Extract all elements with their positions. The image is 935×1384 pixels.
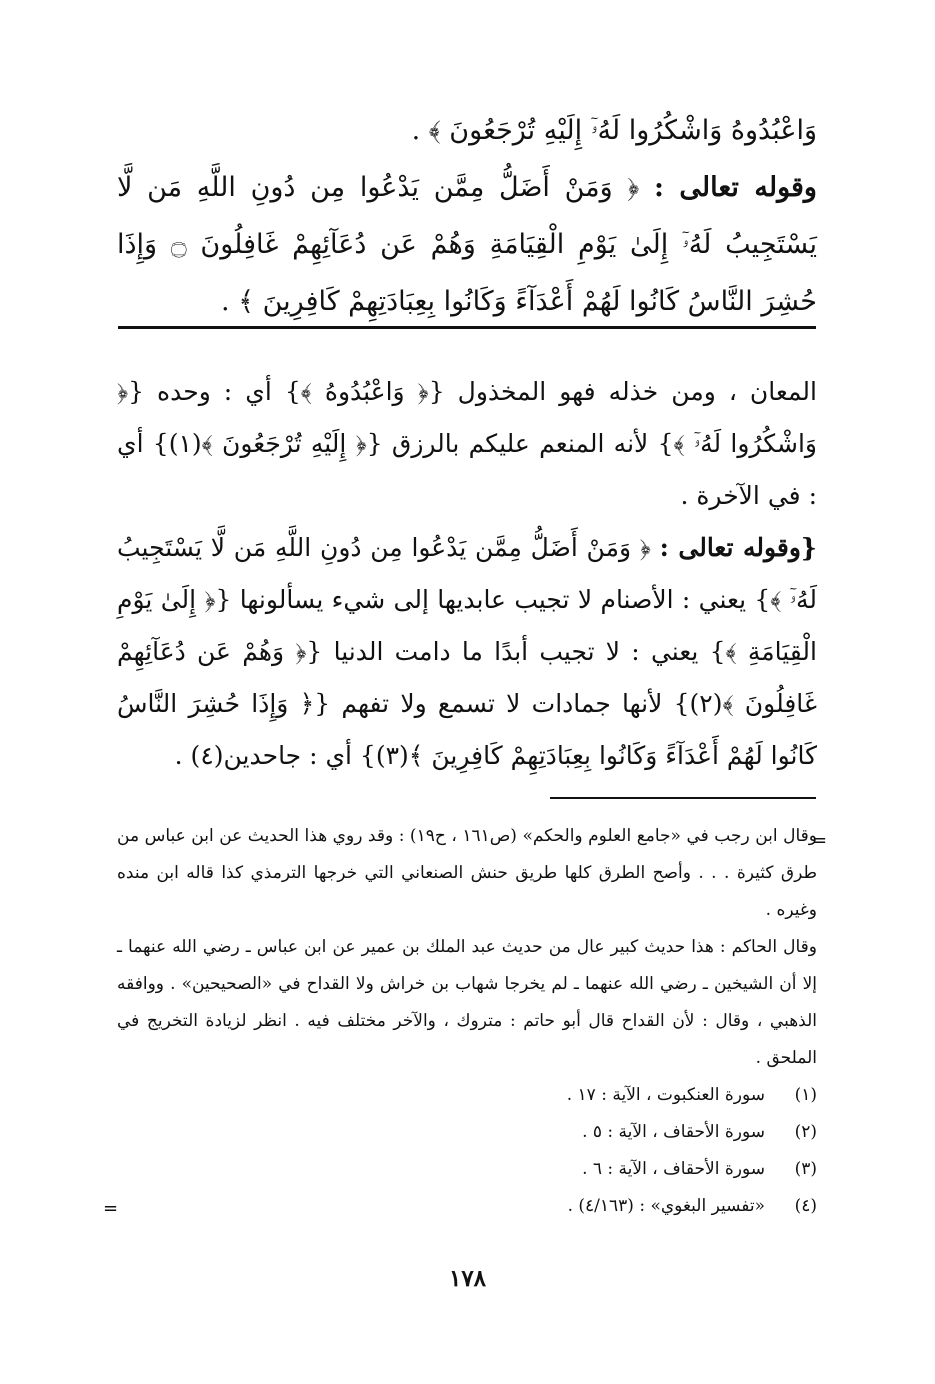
footnote-text: سورة الأحقاف ، الآية : ٥ . [582, 1122, 765, 1142]
footnote-text: سورة العنكبوت ، الآية : ١٧ . [566, 1085, 765, 1105]
footnote-number: (٢) [794, 1122, 817, 1142]
commentary-2-text: ﴿ وَمَنْ أَضَلُّ مِمَّن يَدْعُوا مِن دُونِ اللَّهِ مَن لَّا يَسْتَجِيبُ لَهُۥٓ ﴾} يعني : الأصنام لا تجيب عابديها إلى شيء يسألونها {﴿ إِلَىٰ يَوْمِ الْقِيَامَةِ ﴾} يعني : لا تجيب أبدًا ما دامت الدنيا {﴿ وَهُمْ عَن دُعَآئِهِمْ غَافِلُونَ ﴾(٢)} لأنها جمادات لا تسمع ولا تفهم {﴿ وَإِذَا حُشِرَ النَّاسُ كَانُوا لَهُمْ أَعْدَآءً وَكَانُوا بِعِبَادَتِهِمْ كَافِرِينَ ﴾(٣)} أي : جاحدين(٤) . [117, 533, 817, 770]
footnote-text: «تفسير البغوي» : (٤/١٦٣) . [567, 1196, 765, 1216]
footnote-end-mark: = [103, 1198, 119, 1219]
commentary-paragraph-2 [117, 522, 817, 782]
footnote-continuation-mark: = [812, 830, 828, 851]
footnotes-block [117, 818, 817, 1225]
footnote-item [117, 1188, 817, 1225]
commentary-2-lead: {وقوله تعالى : [659, 533, 817, 562]
commentary-paragraph-1: المعان ، ومن خذله فهو المخذول {﴿ وَاعْبُدُوهُ ﴾} أي : وحده {﴿ وَاشْكُرُوا لَهُۥٓ ﴾} لأنه المنعم عليكم بالرزق {﴿ إِلَيْهِ تُرْجَعُونَ ﴾(١)} أي : في الآخرة . [117, 377, 817, 510]
footnote-number: (٤) [794, 1196, 817, 1216]
footnote-item [117, 1114, 817, 1151]
footnote-separator-rule [550, 797, 816, 799]
verse-paragraph-2 [117, 159, 817, 330]
matn-separator-rule [118, 326, 816, 329]
footnote-number: (٣) [794, 1159, 817, 1179]
footnote-text: سورة الأحقاف ، الآية : ٦ . [582, 1159, 765, 1179]
footnote-item [117, 1151, 817, 1188]
footnote-number: (١) [794, 1085, 817, 1105]
verse-2-text: ﴿ وَمَنْ أَضَلُّ مِمَّن يَدْعُوا مِن دُونِ اللَّهِ مَن لَّا يَسْتَجِيبُ لَهُۥٓ إِلَىٰ يَوْمِ الْقِيَامَةِ وَهُمْ عَن دُعَآئِهِمْ غَافِلُونَ ۝ وَإِذَا حُشِرَ النَّاسُ كَانُوا لَهُمْ أَعْدَآءً وَكَانُوا بِعِبَادَتِهِمْ كَافِرِينَ ﴾ . [117, 172, 817, 317]
verse-line-1: وَاعْبُدُوهُ وَاشْكُرُوا لَهُۥٓ إِلَيْهِ تُرْجَعُونَ ﴾ . [411, 115, 817, 146]
main-text-block [117, 102, 817, 330]
commentary-block [117, 366, 817, 782]
footnote-item [117, 1077, 817, 1114]
verse-2-lead: وقوله تعالى : [653, 172, 817, 203]
footnote-continued-paragraph-2: وقال الحاكم : هذا حديث كبير عال من حديث عبد الملك بن عمير عن ابن عباس ـ رضي الله عنهما ـ إلا أن الشيخين ـ رضي الله عنهما ـ لم يخرجا شهاب بن خراش ولا القداح في «الصحيحين» . ووافقه الذهبي ، وقال : لأن القداح قال أبو حاتم : متروك ، والآخر مختلف فيه . انظر لزيادة التخريج في الملحق . [117, 937, 818, 1068]
page-number: ١٧٨ [448, 1265, 487, 1292]
footnote-continued-paragraph-1: وقال ابن رجب في «جامع العلوم والحكم» (ص١٦١ ، ح١٩) : وقد روي هذا الحديث عن ابن عباس من طرق كثيرة . . . وأصح الطرق كلها طريق حنش الصنعاني التي خرجها الترمذي كذا قاله ابن منده وغيره . [117, 826, 817, 920]
